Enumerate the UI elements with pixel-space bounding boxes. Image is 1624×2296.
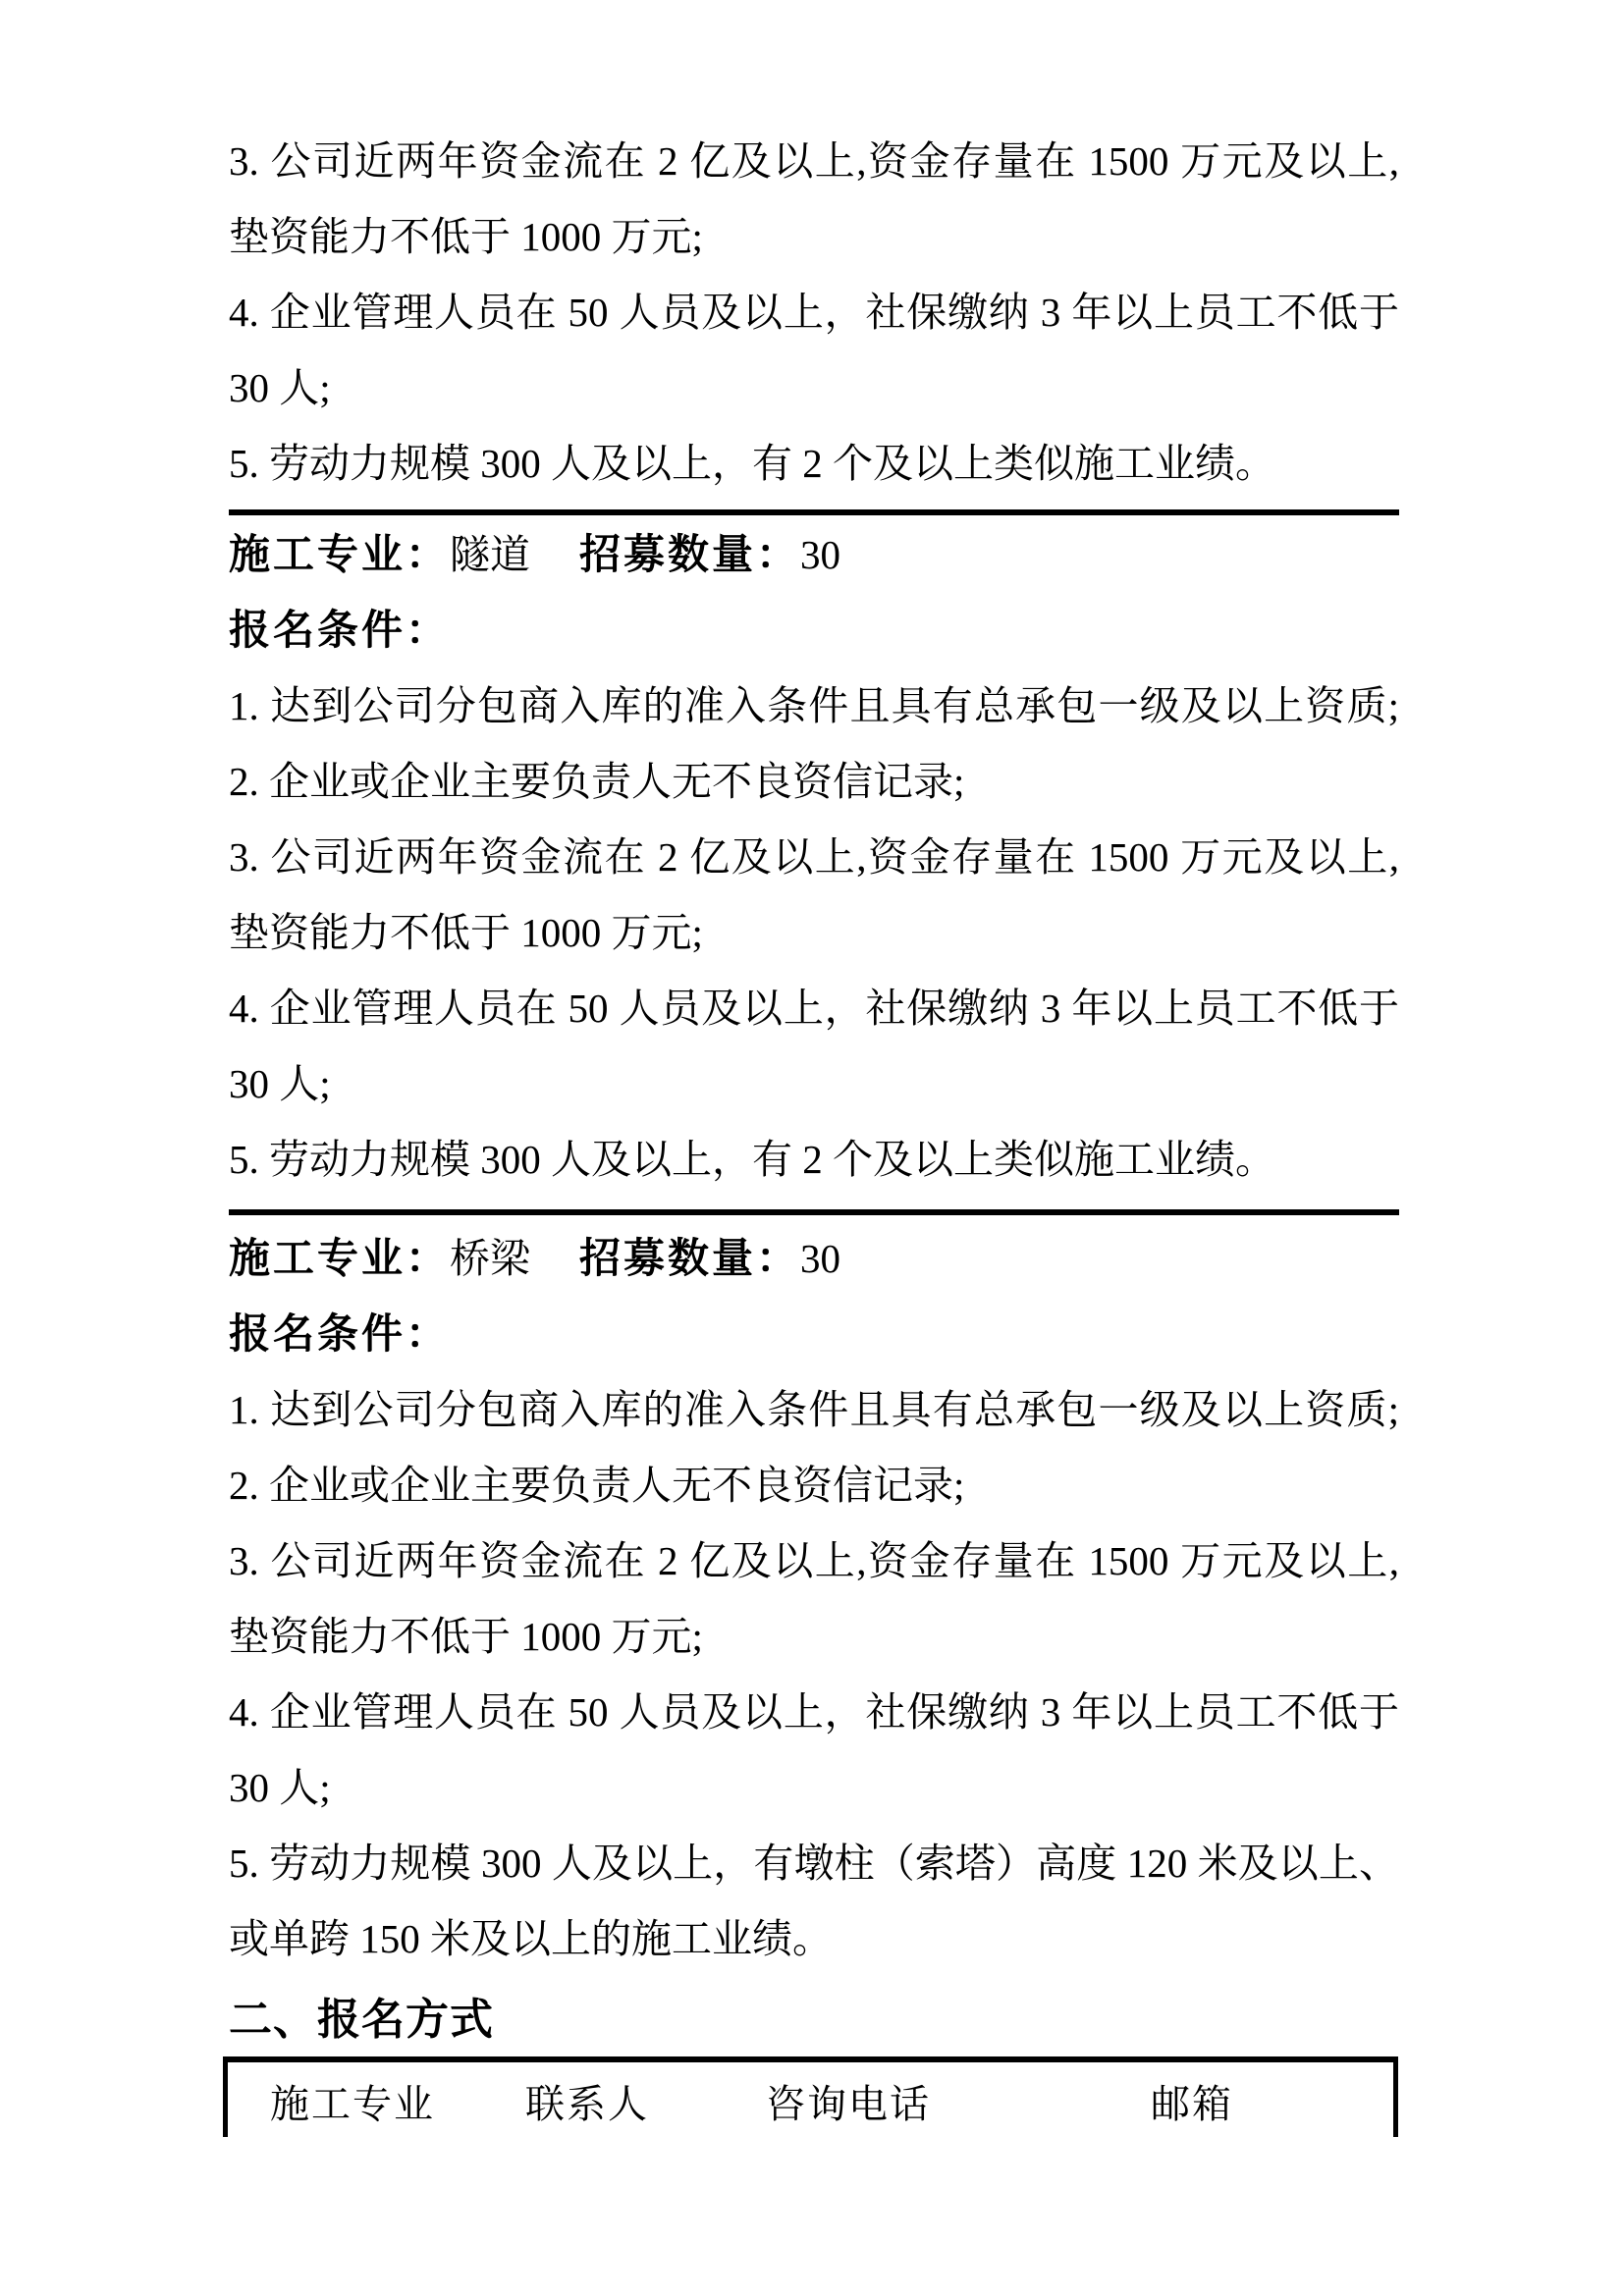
condition-line: 2. 企业或企业主要负责人无不良资信记录; xyxy=(229,759,965,804)
conditions-label: 报名条件： xyxy=(229,609,451,654)
table-header-contact: 联系人 xyxy=(525,2082,649,2126)
table-header-email: 邮箱 xyxy=(1151,2082,1233,2126)
specialty-line xyxy=(229,1221,1399,1297)
condition-line: 4. 企业管理人员在 50 人员及以上，社保缴纳 3 年以上员工不低于 xyxy=(229,290,1399,335)
signup-table xyxy=(223,2056,1398,2137)
quota-label: 招募数量： xyxy=(579,533,801,578)
section-divider-rule xyxy=(229,509,1399,515)
condition-line: 1. 达到公司分包商入库的准入条件且具有总承包一级及以上资质; xyxy=(229,1387,1399,1432)
condition-line: 垫资能力不低于 1000 万元; xyxy=(229,1614,703,1659)
condition-line: 2. 企业或企业主要负责人无不良资信记录; xyxy=(229,1463,965,1508)
condition-line: 垫资能力不低于 1000 万元; xyxy=(229,910,703,955)
condition-line: 4. 企业管理人员在 50 人员及以上，社保缴纳 3 年以上员工不低于 xyxy=(229,986,1399,1031)
specialty-value: 隧道 xyxy=(450,532,531,577)
condition-line: 30 人; xyxy=(229,1061,331,1106)
conditions-label: 报名条件： xyxy=(229,1312,451,1358)
condition-line: 3. 公司近两年资金流在 2 亿及以上,资金存量在 1500 万元及以上, xyxy=(229,834,1399,880)
section-divider-rule xyxy=(229,1209,1399,1215)
condition-line: 5. 劳动力规模 300 人及以上，有墩柱（索塔）高度 120 米及以上、 xyxy=(229,1841,1399,1886)
table-header-specialty: 施工专业 xyxy=(270,2082,435,2126)
condition-line: 3. 公司近两年资金流在 2 亿及以上,资金存量在 1500 万元及以上, xyxy=(229,138,1399,184)
quota-label: 招募数量： xyxy=(579,1237,801,1282)
quota-value: 30 xyxy=(800,1236,841,1281)
specialty-label: 施工专业： xyxy=(229,533,451,578)
quota-value: 30 xyxy=(800,532,841,577)
condition-line: 30 人; xyxy=(229,365,331,410)
signup-method-heading: 二、报名方式 xyxy=(229,1996,494,2044)
condition-line: 5. 劳动力规模 300 人及以上，有 2 个及以上类似施工业绩。 xyxy=(229,1137,1275,1182)
condition-line: 或单跨 150 米及以上的施工业绩。 xyxy=(229,1916,833,1961)
condition-line: 5. 劳动力规模 300 人及以上，有 2 个及以上类似施工业绩。 xyxy=(229,441,1275,486)
document-content xyxy=(229,0,1399,2137)
condition-line: 垫资能力不低于 1000 万元; xyxy=(229,214,703,259)
specialty-line xyxy=(229,517,1399,593)
table-header-phone: 咨询电话 xyxy=(766,2082,931,2126)
condition-line: 3. 公司近两年资金流在 2 亿及以上,资金存量在 1500 万元及以上, xyxy=(229,1538,1399,1583)
condition-line: 1. 达到公司分包商入库的准入条件且具有总承包一级及以上资质; xyxy=(229,683,1399,728)
specialty-value: 桥梁 xyxy=(450,1236,531,1281)
specialty-label: 施工专业： xyxy=(229,1237,451,1282)
condition-line: 4. 企业管理人员在 50 人员及以上，社保缴纳 3 年以上员工不低于 xyxy=(229,1689,1399,1735)
condition-line: 30 人; xyxy=(229,1765,331,1810)
